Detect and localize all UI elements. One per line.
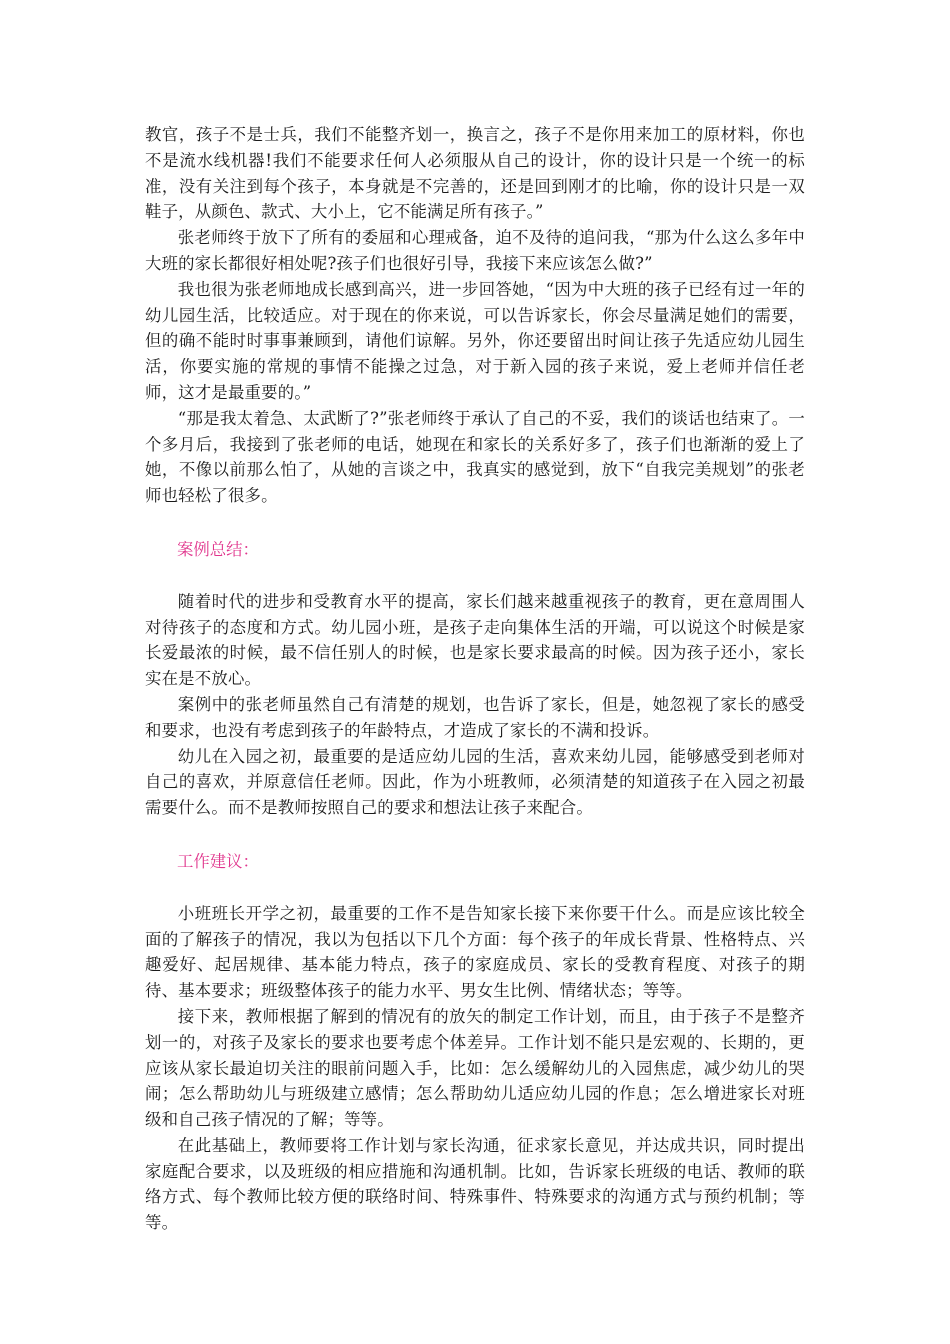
paragraph: 在此基础上，教师要将工作计划与家长沟通，征求家长意见，并达成共识，同时提出家庭配合要求，以及班级的相应措施和沟通机制。比如，告诉家长班级的电话、教师的联络方式、每个教师比较方便的联络时间、特殊事件、特殊要求的沟通方式与预约机制；等等。 xyxy=(145,1135,805,1233)
paragraph: 张老师终于放下了所有的委屈和心理戒备，迫不及待的追问我，“那为什么这么多年中大班的家长都很好相处呢?孩子们也很好引导，我接下来应该怎么做?” xyxy=(145,228,805,273)
section-heading-work-suggestions: 工作建议： xyxy=(177,851,259,871)
paragraph: 随着时代的进步和受教育水平的提高，家长们越来越重视孩子的教育，更在意周围人对待孩子的态度和方式。幼儿园小班，是孩子走向集体生活的开端，可以说这个时候是家长爱最浓的时候，最不信任别人的时候，也是家长要求最高的时候。因为孩子还小，家长实在是不放心。 xyxy=(145,591,805,689)
paragraph: 接下来，教师根据了解到的情况有的放矢的制定工作计划，而且，由于孩子不是整齐划一的，对孩子及家长的要求也要考虑个体差异。工作计划不能只是宏观的、长期的，更应该从家长最迫切关注的眼前问题入手，比如：怎么缓解幼儿的入园焦虑，减少幼儿的哭闹；怎么帮助幼儿与班级建立感情；怎么帮助幼儿适应幼儿园的作息；怎么增进家长对班级和自己孩子情况的了解；等等。 xyxy=(145,1006,805,1130)
document-page xyxy=(145,122,805,1236)
spacer xyxy=(145,875,805,901)
paragraph: 案例中的张老师虽然自己有清楚的规划，也告诉了家长，但是，她忽视了家长的感受和要求，也没有考虑到孩子的年龄特点，才造成了家长的不满和投诉。 xyxy=(145,694,805,740)
spacer xyxy=(145,563,805,589)
section-heading-case-summary: 案例总结： xyxy=(177,539,259,559)
paragraph: 小班班长开学之初，最重要的工作不是告知家长接下来你要干什么。而是应该比较全面的了解孩子的情况，我以为包括以下几个方面：每个孩子的年成长背景、性格特点、兴趣爱好、起居规律、基本能力特点，孩子的家庭成员、家长的受教育程度、对孩子的期待、基本要求；班级整体孩子的能力水平、男女生比例、情绪状态；等等。 xyxy=(145,903,805,1001)
paragraph: 我也很为张老师地成长感到高兴，进一步回答她，“因为中大班的孩子已经有过一年的幼儿园生活，比较适应。对于现在的你来说，可以告诉家长，你会尽量满足她们的需要，但的确不能时时事事兼顾到，请他们谅解。另外，你还要留出时间让孩子先适应幼儿园生活，你要实施的常规的事情不能操之过急，对于新入园的孩子来说，爱上老师并信任老师，这才是最重要的。” xyxy=(145,279,805,402)
paragraph: 幼儿在入园之初，最重要的是适应幼儿园的生活，喜欢来幼儿园，能够感受到老师对自己的喜欢，并原意信任老师。因此，作为小班教师，必须清楚的知道孩子在入园之初最需要什么。而不是教师按照自己的要求和想法让孩子来配合。 xyxy=(145,746,805,818)
spacer xyxy=(145,821,805,849)
paragraph: “那是我太着急、太武断了?”张老师终于承认了自己的不妥，我们的谈话也结束了。一个多月后，我接到了张老师的电话，她现在和家长的关系好多了，孩子们也渐渐的爱上了她，不像以前那么怕了，从她的言谈之中，我真实的感觉到，放下“自我完美规划”的张老师也轻松了很多。 xyxy=(145,408,805,506)
spacer xyxy=(145,509,805,537)
paragraph: 教官，孩子不是士兵，我们不能整齐划一，换言之，孩子不是你用来加工的原材料，你也不是流水线机器!我们不能要求任何人必须服从自己的设计，你的设计只是一个统一的标准，没有关注到每个孩子，本身就是不完善的，还是回到刚才的比喻，你的设计只是一双鞋子，从颜色、款式、大小上，它不能满足所有孩子。” xyxy=(145,125,805,222)
